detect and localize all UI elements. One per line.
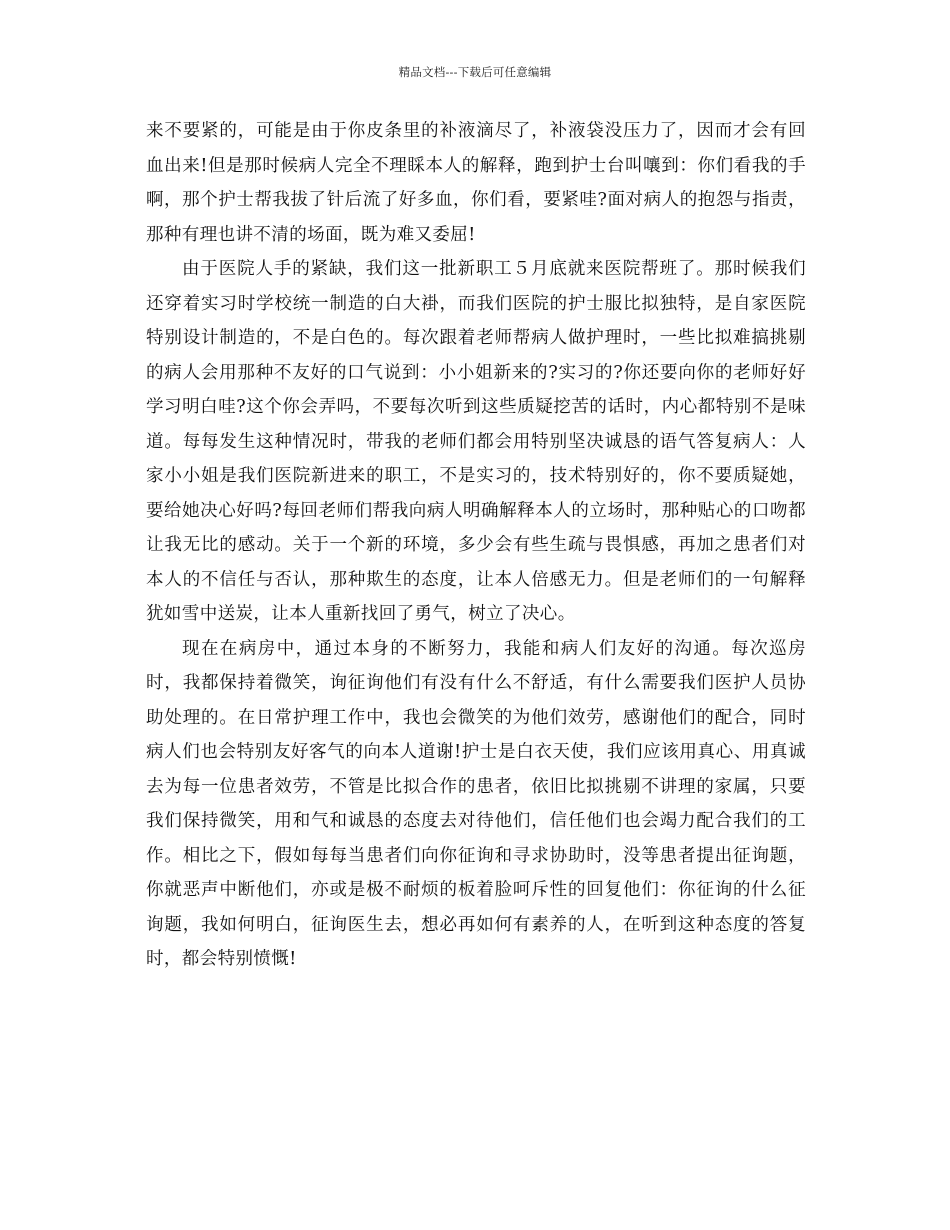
page-header: 精品文档---下载后可任意编辑 — [398, 65, 552, 79]
document-body — [146, 114, 806, 977]
paragraph-2: 由于医院人手的紧缺，我们这一批新职工５月底就来医院帮班了。那时候我们还穿着实习时学校统一制造的白大褂，而我们医院的护士服比拟独特，是自家医院特别设计制造的，不是白色的。每次跟着老师帮病人做护理时，一些比拟难搞挑剔的病人会用那种不友好的口气说到：小小姐新来的?实习的?你还要向你的老师好好学习明白哇?这个你会弄吗，不要每次听到这些质疑挖苦的话时，内心都特别不是味道。每每发生这种情况时，带我的老师们都会用特别坚决诚恳的语气答复病人：人家小小姐是我们医院新进来的职工，不是实习的，技术特别好的，你不要质疑她，要给她决心好吗?每回老师们帮我向病人明确解释本人的立场时，那种贴心的口吻都让我无比的感动。关于一个新的环境，多少会有些生疏与畏惧感，再加之患者们对本人的不信任与否认，那种欺生的态度，让本人倍感无力。但是老师们的一句解释犹如雪中送炭，让本人重新找回了勇气，树立了决心。 — [146, 259, 806, 624]
paragraph-3: 现在在病房中，通过本身的不断努力，我能和病人们友好的沟通。每次巡房时，我都保持着微笑，询征询他们有没有什么不舒适，有什么需要我们医护人员协助处理的。在日常护理工作中，我也会微笑的为他们效劳，感谢他们的配合，同时病人们也会特别友好客气的向本人道谢!护士是白衣天使，我们应该用真心、用真诚去为每一位患者效劳，不管是比拟合作的患者，依旧比拟挑剔不讲理的家属，只要我们保持微笑，用和气和诚恳的态度去对待他们，信任他们也会竭力配合我们的工作。相比之下，假如每每当患者们向你征询和寻求协助时，没等患者提出征询题，你就恶声中断他们，亦或是极不耐烦的板着脸呵斥性的回复他们：你征询的什么征询题，我如何明白，征询医生去，想必再如何有素养的人，在听到这种态度的答复时，都会特别愤慨! — [146, 638, 806, 969]
paragraph-1: 来不要紧的，可能是由于你皮条里的补液滴尽了，补液袋没压力了，因而才会有回血出来!但是那时候病人完全不理睬本人的解释，跑到护士台叫嚷到：你们看我的手啊，那个护士帮我拔了针后流了好多血，你们看，要紧哇?面对病人的抱怨与指责，那种有理也讲不清的场面，既为难又委屈! — [146, 121, 806, 245]
